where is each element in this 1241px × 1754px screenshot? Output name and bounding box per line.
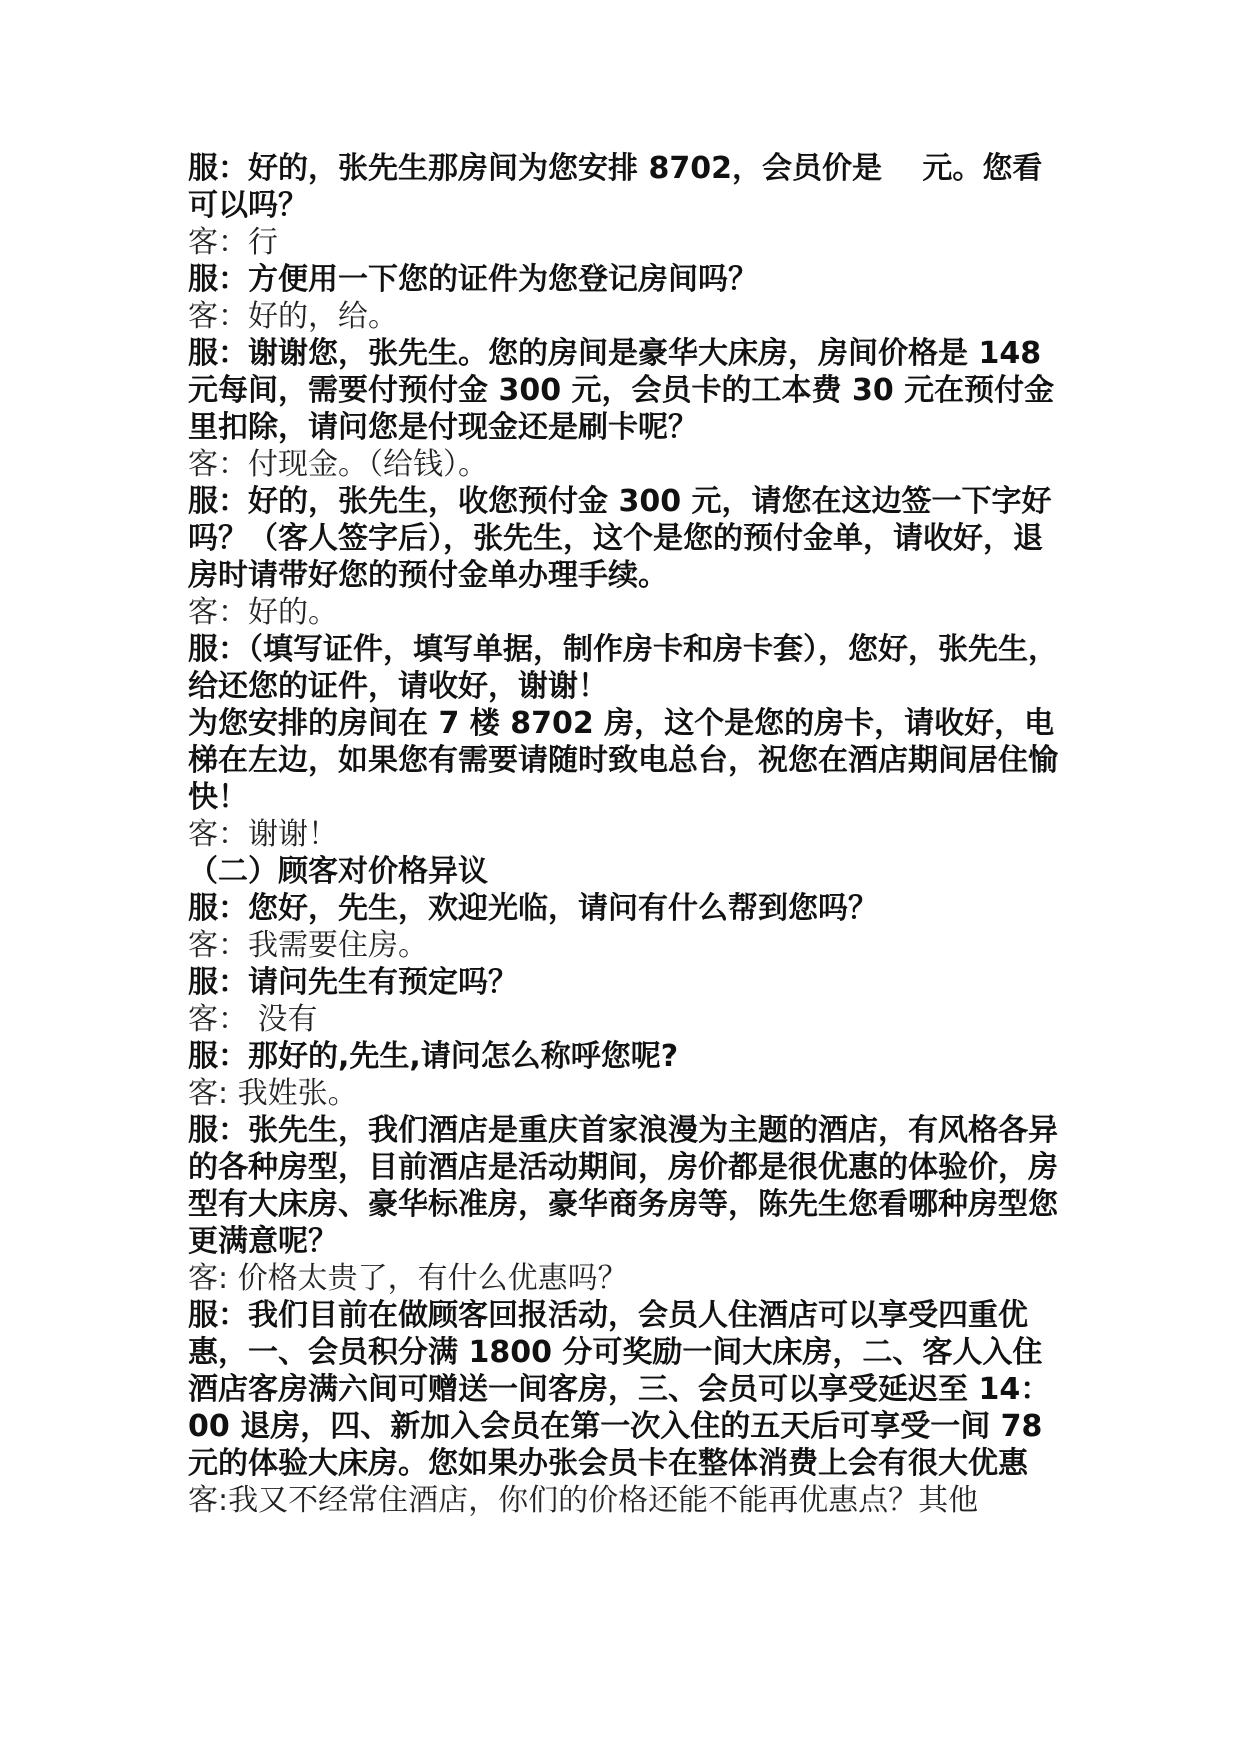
dialogue-line-guest: 客: 我姓张。: [188, 1076, 358, 1111]
dialogue-line-guest: 客：好的。: [188, 595, 338, 630]
dialogue-line-guest: 客：我需要住房。: [188, 928, 428, 963]
dialogue-line-guest: 客： 没有: [188, 1002, 318, 1037]
dialogue-line-staff: 服：张先生，我们酒店是重庆首家浪漫为主题的酒店，有风格各异的各种房型，目前酒店是活动期间，房价都是很优惠的体验价，房型有大床房、豪华标准房，豪华商务房等，陈先生您看哪种房型您更满意呢？: [188, 1113, 1058, 1259]
dialogue-line-staff: 服：请问先生有预定吗？: [188, 965, 518, 1000]
dialogue-text: [188, 150, 1068, 1519]
dialogue-line-guest: 客：谢谢！: [188, 817, 338, 852]
dialogue-line-staff: 为您安排的房间在 7 楼 8702 房，这个是您的房卡，请收好，电梯在左边，如果您有需要请随时致电总台，祝您在酒店期间居住愉快！: [188, 706, 1058, 815]
dialogue-line-guest: 客：行: [188, 225, 278, 260]
dialogue-line-staff: 服：（填写证件，填写单据，制作房卡和房卡套），您好，张先生，给还您的证件，请收好，谢谢！: [188, 632, 1058, 704]
dialogue-line-staff: 服：您好，先生，欢迎光临，请问有什么帮到您吗？: [188, 891, 878, 926]
dialogue-line-staff: 服：谢谢您，张先生。您的房间是豪华大床房，房间价格是 148 元每间，需要付预付金 300 元，会员卡的工本费 30 元在预付金里扣除，请问您是付现金还是刷卡呢？: [188, 336, 1055, 445]
section-heading: （二）顾客对价格异议: [188, 854, 488, 889]
dialogue-line-guest: 客:我又不经常住酒店，你们的价格还能不能再优惠点？其他: [188, 1483, 979, 1518]
dialogue-line-guest: 客：付现金。（给钱）。: [188, 447, 488, 482]
dialogue-line-staff: 服：那好的,先生,请问怎么称呼您呢?: [188, 1039, 679, 1074]
dialogue-line-guest: 客：好的，给。: [188, 299, 398, 334]
dialogue-line-staff: 服：好的，张先生，收您预付金 300 元，请您在这边签一下字好吗？（客人签字后），张先生，这个是您的预付金单，请收好，退房时请带好您的预付金单办理手续。: [188, 484, 1052, 593]
dialogue-line-staff: 服：我们目前在做顾客回报活动，会员人住酒店可以享受四重优惠，一、会员积分满 1800 分可奖励一间大床房，二、客人入住酒店客房满六间可赠送一间客房，三、会员可以享受延迟至 14：00 退房，四、新加入会员在第一次入住的五天后可享受一间 78 元的体验大床房。您如果办张会员卡在整体消费上会有很大优惠: [188, 1298, 1051, 1481]
dialogue-line-staff: 服：好的，张先生那房间为您安排 8702，会员价是 元。您看可以吗？: [188, 151, 1043, 223]
dialogue-line-guest: 客: 价格太贵了，有什么优惠吗？: [188, 1261, 628, 1296]
dialogue-line-staff: 服：方便用一下您的证件为您登记房间吗？: [188, 262, 758, 297]
